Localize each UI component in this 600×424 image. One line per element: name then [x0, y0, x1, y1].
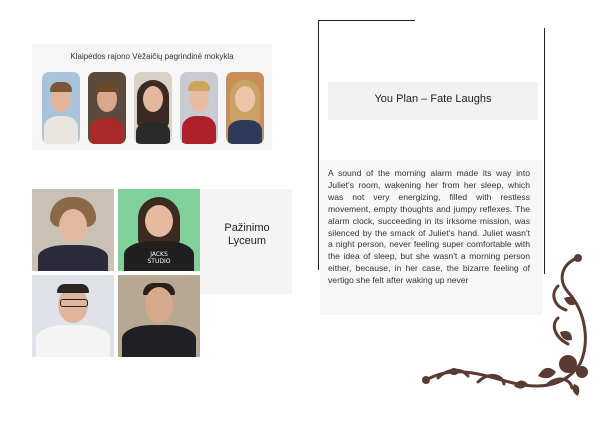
story-title-box — [328, 82, 538, 120]
frame-left-line — [318, 20, 319, 270]
student-photo — [88, 72, 126, 144]
lyceum-label: Pažinimo Lyceum — [224, 222, 270, 247]
frame-right-line — [544, 28, 545, 274]
student-photo — [134, 72, 172, 144]
school-photo-panel — [32, 44, 272, 150]
shirt-print: JACKS STUDIO — [147, 251, 171, 265]
student-photo — [32, 189, 114, 271]
school-title: Klaipėdos rajono Vėžaičių pagrindinė mokykla — [70, 52, 234, 61]
student-photo — [42, 72, 80, 144]
student-photo — [118, 189, 200, 271]
frame-top-line — [319, 20, 415, 21]
student-photo — [226, 72, 264, 144]
lyceum-photo-grid — [32, 189, 200, 358]
corner-ornament — [418, 252, 598, 412]
story-title: You Plan – Fate Laughs — [374, 93, 492, 105]
student-photo — [118, 275, 200, 357]
student-photo — [32, 275, 114, 357]
story-body: A sound of the morning alarm made its way into Juliet's room, wakening her from her sleep, which was not very energizing, filled with restless movement, empty thoughts and jumpy reflexes. The alarm clock, succeeding in its irksome mission, was silenced by the smack of Juliet's hand. Juliet wasn't a night person, never feeling super comfortable with the idea of sleep, but she wasn't a morning person either, because, in her case, the bizarre feeling of vertigo she felt after waking up never — [328, 168, 530, 286]
student-photo — [180, 72, 218, 144]
student-photo-row — [42, 72, 264, 144]
